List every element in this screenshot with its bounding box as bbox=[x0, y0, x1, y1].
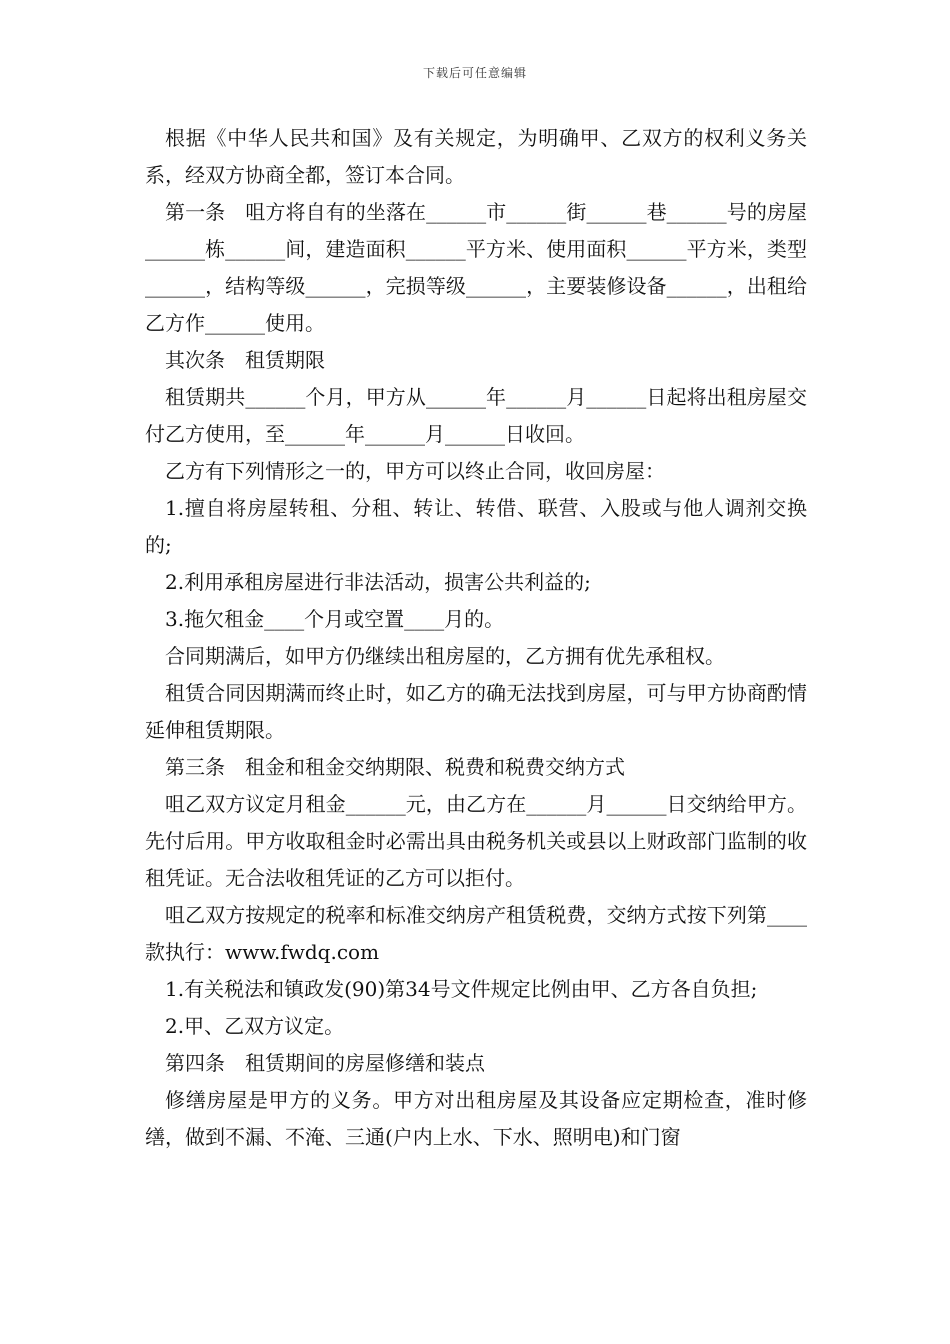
paragraph-tax: 咀乙双方按规定的税率和标准交纳房产租赁税费，交纳方式按下列第____款执行：www.fwdq.com bbox=[145, 903, 807, 964]
paragraph-article-2-heading: 其次条 租赁期限 bbox=[165, 348, 325, 372]
paragraph-extension: 租赁合同因期满而终止时，如乙方的确无法找到房屋，可与甲方协商酌情延伸租赁期限。 bbox=[145, 681, 807, 742]
paragraph-article-3-heading: 第三条 租金和租金交纳期限、税费和税费交纳方式 bbox=[165, 755, 625, 779]
paragraph-tax-item-2: 2.甲、乙双方议定。 bbox=[165, 1014, 345, 1038]
paragraph-article-4-heading: 第四条 租赁期间的房屋修缮和装点 bbox=[165, 1051, 485, 1075]
paragraph-intro: 根据《中华人民共和国》及有关规定，为明确甲、乙双方的权利义务关系，经双方协商全都，签订本合同。 bbox=[145, 126, 807, 187]
paragraph-repair: 修缮房屋是甲方的义务。甲方对出租房屋及其设备应定期检查，准时修缮，做到不漏、不淹、三通(户内上水、下水、照明电)和门窗 bbox=[145, 1088, 807, 1149]
paragraph-rent-payment: 咀乙双方议定月租金______元，由乙方在______月______日交纳给甲方。先付后用。甲方收取租金时必需出具由税务机关或县以上财政部门监制的收租凭证。无合法收租凭证的乙方可以拒付。 bbox=[145, 792, 807, 890]
paragraph-lease-period: 租赁期共______个月，甲方从______年______月______日起将出租房屋交付乙方使用，至______年______月______日收回。 bbox=[145, 385, 807, 446]
paragraph-renewal-priority: 合同期满后，如甲方仍继续出租房屋的，乙方拥有优先承租权。 bbox=[165, 644, 725, 668]
paragraph-article-1: 第一条 咀方将自有的坐落在______市______街______巷______号的房屋______栋______间，建造面积______平方米、使用面积______平方米，类型______，结构等级______，完损等级______，主要装修设备______，出租给乙方作______使用。 bbox=[145, 200, 807, 335]
paragraph-termination-item-3: 3.拖欠租金____个月或空置____月的。 bbox=[165, 607, 505, 631]
document-body bbox=[145, 120, 807, 1156]
paragraph-termination-intro: 乙方有下列情形之一的，甲方可以终止合同，收回房屋： bbox=[165, 459, 665, 483]
paragraph-tax-item-1: 1.有关税法和镇政发(90)第34号文件规定比例由甲、乙方各自负担; bbox=[165, 977, 758, 1001]
paragraph-termination-item-1: 1.擅自将房屋转租、分租、转让、转借、联营、入股或与他人调剂交换的; bbox=[145, 496, 807, 557]
paragraph-termination-item-2: 2.利用承租房屋进行非法活动，损害公共利益的; bbox=[165, 570, 591, 594]
page-header-note: 下载后可任意编辑 bbox=[422, 66, 527, 80]
